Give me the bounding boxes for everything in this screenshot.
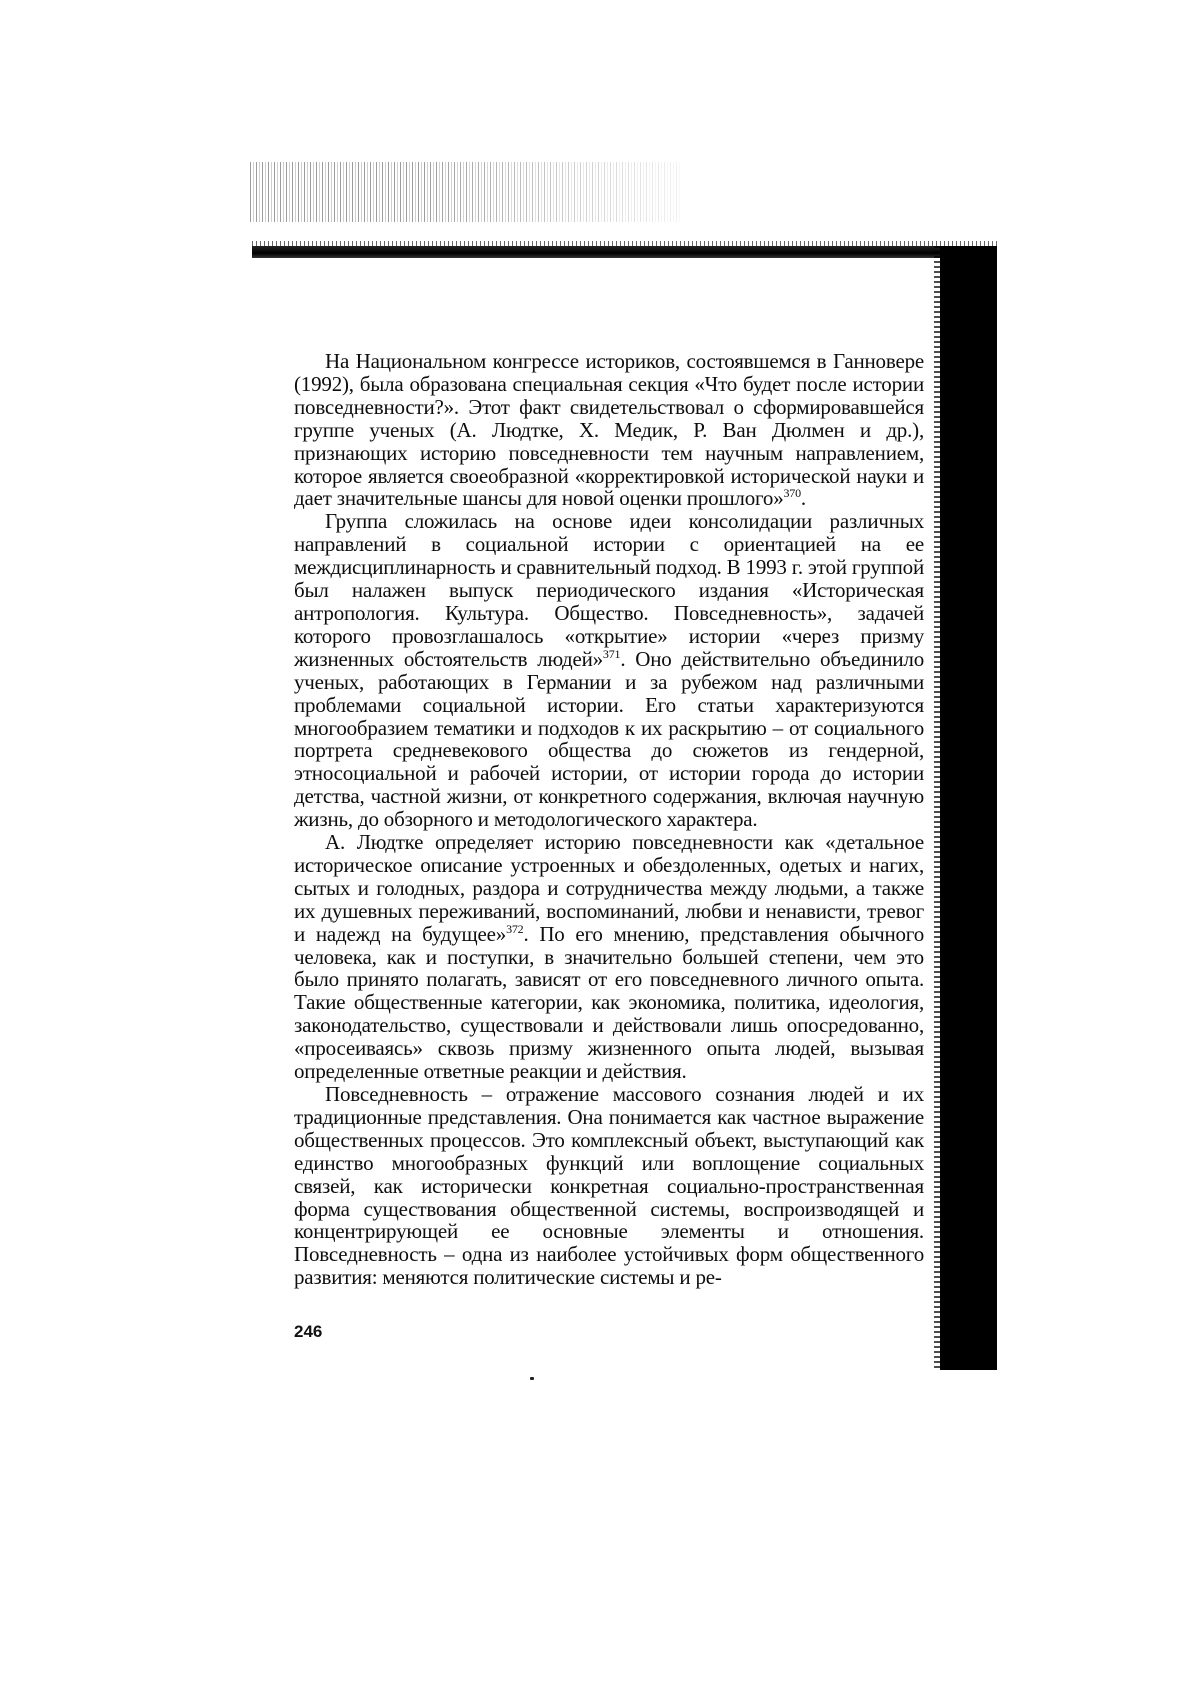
paragraph: Группа сложилась на основе идеи консолидации различных направлений в социальной истории с ориентацией на ее междисциплинарность и сравнительный подход. В 1993 г. этой группой был налажен выпуск периодического издания «Историческая антропология. Культура. Общество. Повседневность», задачей которого провозглашалось «открытие» истории «через призму жизненных обстоятельств людей»$^{371}$. Оно действительно объединило ученых, работающих в Германии и за рубежом над различными проблемами социальной истории. Его статьи характеризуются многообразием тематики и подходов к их раскрытию – от социального портрета средневекового общества до сюжетов из гендерной, этносоциальной и рабочей истории, от истории города до истории детства, частной жизни, от конкретного содержания, включая научную жизнь, до обзорного и методологического характера. [294, 509, 924, 832]
paragraph: Повседневность – отражение массового сознания людей и их традиционные представления. Она понимается как частное выражение общественных процессов. Это комплексный объект, выступающий как единство многообразных функций или воплощение социальных связей, как исторически конкретная социально-пространственная форма существования общественной системы, воспроизводящей и концентрирующей ее основные элементы и отношения. Повседневность – одна из наиболее устойчивых форм общественного развития: меняются политические системы и ре- [294, 1082, 924, 1290]
scan-speck [530, 1377, 534, 1380]
footnote-ref: 371 [602, 646, 621, 661]
scan-edge-shadow-right [940, 246, 997, 1370]
scan-edge-shadow-top [252, 246, 997, 258]
paragraph: А. Людтке определяет историю повседневности как «детальное историческое описание устроенных и обездоленных, одетых и нагих, сытых и голодных, раздора и сотрудничества между людьми, а также их душевных переживаний, воспоминаний, любви и ненависти, тревог и надежд на будущее»$^{372}$. По его мнению, представления обычного человека, как и поступки, в значительно большей степени, чем это было принято полагать, зависят от его повседневного личного опыта. Такие общественные категории, как экономика, политика, идеология, законодательство, существовали и действовали лишь опосредованно, «просеиваясь» сквозь призму жизненного опыта людей, вызывая определенные ответные реакции и действия. [294, 830, 924, 1084]
paragraph: На Национальном конгрессе историков, состоявшемся в Ганновере (1992), была образована специальная секция «Что будет после истории повседневности?». Этот факт свидетельствовал о сформировавшейся группе ученых (А. Людтке, Х. Медик, Р. Ван Дюлмен и др.), признающих историю повседневности тем научным направлением, которое является своеобразной «корректировкой исторической науки и дает значительные шансы для новой оценки прошлого»$^{370}$. [294, 349, 924, 511]
footnote-ref: 370 [783, 486, 801, 501]
scan-artifact-header [250, 162, 680, 222]
page-body [294, 350, 924, 1289]
footnote-ref: 372 [506, 921, 524, 936]
page-number: 246 [294, 1322, 323, 1341]
